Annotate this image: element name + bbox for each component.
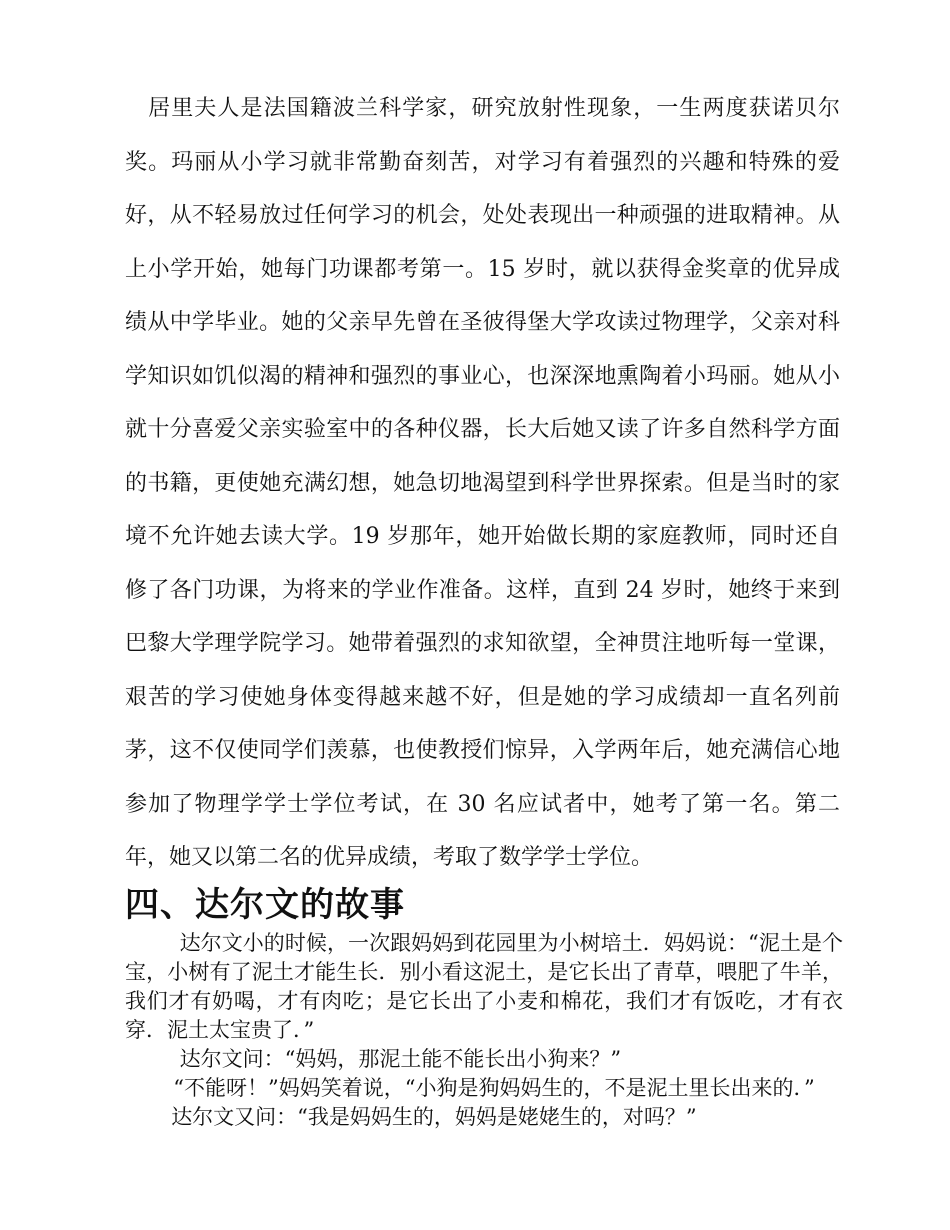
curie-paragraph [125,82,840,885]
section-heading: 四、达尔文的故事 [125,885,405,925]
story-paragraph: 达尔文又问：“我是妈妈生的，妈妈是姥姥生的，对吗？” [171,1105,697,1129]
story-paragraph: 达尔文问：“妈妈，那泥土能不能长出小狗来？” [179,1047,622,1071]
story-paragraph: 达尔文小的时候，一次跟妈妈到花园里为小树培土．妈妈说：“泥土是个宝，小树有了泥土才能生长．别小看这泥土，是它长出了青草，喂肥了牛羊，我们才有奶喝，才有肉吃；是它长出了小麦和棉花，我们才有饭吃，才有衣穿．泥土太宝贵了．” [125,931,843,1042]
darwin-story [125,929,843,1132]
story-paragraph: “不能呀！”妈妈笑着说，“小狗是狗妈妈生的，不是泥土里长出来的．” [173,1076,815,1100]
curie-paragraph-text: 居里夫人是法国籍波兰科学家，研究放射性现象，一生两度获诺贝尔奖。玛丽从小学习就非常勤奋刻苦，对学习有着强烈的兴趣和特殊的爱好，从不轻易放过任何学习的机会，处处表现出一种顽强的进取精神。从上小学开始，她每门功课都考第一。15 岁时，就以获得金奖章的优异成绩从中学毕业。她的父亲早先曾在圣彼得堡大学攻读过物理学，父亲对科学知识如饥似渴的精神和强烈的事业心，也深深地熏陶着小玛丽。她从小就十分喜爱父亲实验室中的各种仪器，长大后她又读了许多自然科学方面的书籍，更使她充满幻想，她急切地渴望到科学世界探索。但是当时的家境不允许她去读大学。19 岁那年，她开始做长期的家庭教师，同时还自修了各门功课，为将来的学业作准备。这样，直到 24 岁时，她终于来到巴黎大学理学院学习。她带着强烈的求知欲望，全神贯注地听每一堂课，艰苦的学习使她身体变得越来越不好，但是她的学习成绩却一直名列前茅，这不仅使同学们羡慕，也使教授们惊异，入学两年后，她充满信心地参加了物理学学士学位考试，在 30 名应试者中，她考了第一名。第二年，她又以第二名的优异成绩，考取了数学学士学位。 [125,96,840,870]
